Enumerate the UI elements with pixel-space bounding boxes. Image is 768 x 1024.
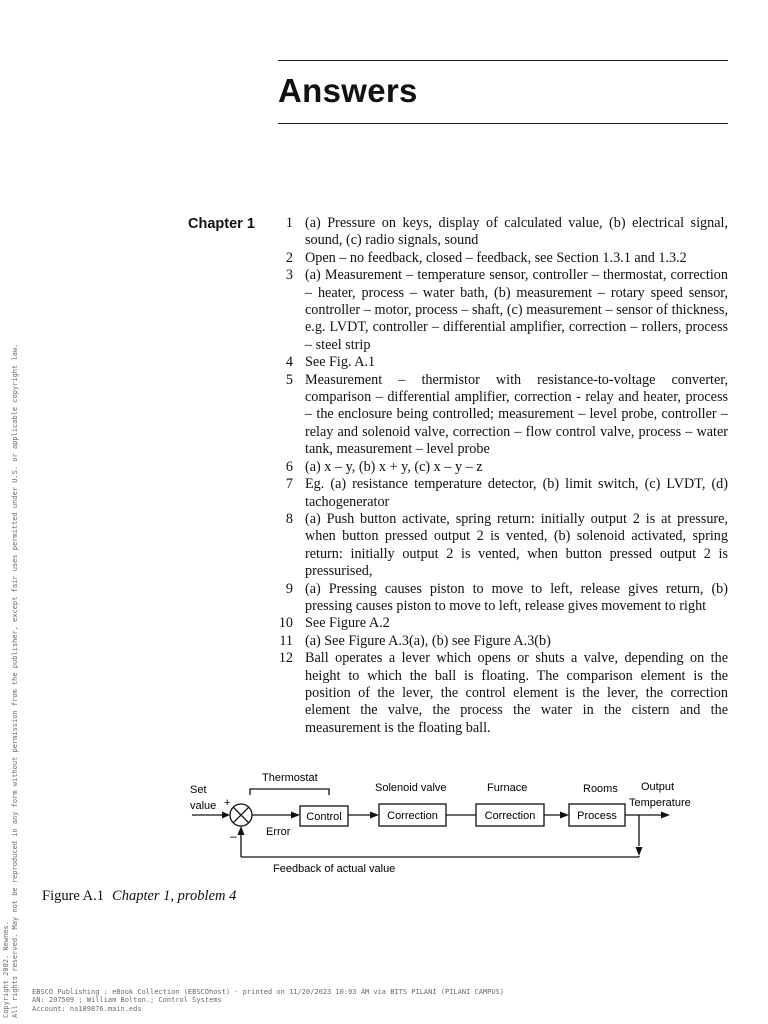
footer-line: EBSCO Publishing : eBook Collection (EBSCOhost) - printed on 11/20/2023 10:03 AM via BITS PILANI (PILANI CAMPUS) xyxy=(32,988,505,996)
answer-item xyxy=(276,476,728,511)
copyright-line: Copyright 2002. Newnes. xyxy=(2,921,10,1018)
minus-sign: – xyxy=(230,829,237,843)
answer-item xyxy=(276,354,728,371)
answer-text: Open – no feedback, closed – feedback, see Section 1.3.1 and 1.3.2 xyxy=(305,249,687,266)
output-label: Output xyxy=(641,781,675,793)
top-rule xyxy=(278,60,728,61)
answer-text: (a) Push button activate, spring return: initially output 2 is at pressure, when button pressed output 2 is vented, (b) solenoid activated, spring return: initially output 2 is vented, when button pressed output 2 is pressurised, xyxy=(305,510,728,580)
title-underline xyxy=(278,123,728,124)
ebsco-footer xyxy=(32,988,504,1013)
answer-number: 9 xyxy=(285,580,293,597)
answer-number: 2 xyxy=(285,249,293,266)
answer-number: 5 xyxy=(285,371,293,388)
answer-text: (a) See Figure A.3(a), (b) see Figure A.3(b) xyxy=(305,632,551,649)
answer-item xyxy=(276,372,728,459)
chapter-heading: Chapter 1 xyxy=(188,216,255,232)
answer-item xyxy=(276,650,728,737)
footer-line: Account: ns189876.main.eds xyxy=(32,1004,142,1013)
block-diagram xyxy=(186,768,706,880)
copyright-sidebar xyxy=(2,344,20,1018)
solenoid-valve-label: Solenoid valve xyxy=(375,782,447,794)
set-value-label: value xyxy=(190,800,217,812)
process-block-label: Process xyxy=(577,810,617,822)
set-value-label: Set xyxy=(190,784,207,796)
answer-text: (a) Pressure on keys, display of calculated value, (b) electrical signal, sound, (c) radio signals, sound xyxy=(305,215,728,249)
answer-item xyxy=(276,250,728,267)
temperature-label: Temperature xyxy=(629,797,691,809)
answer-text: (a) Measurement – temperature sensor, controller – thermostat, correction – heater, process – water bath, (b) measurement – rotary speed sensor, controller – motor, process – shaft, (c) measurement – sensor of thickness, e.g. LVDT, controller – differential amplifier, correction – rollers, process – steel strip xyxy=(305,267,728,353)
answer-text: Measurement – thermistor with resistance-to-voltage converter, comparison – differential amplifier, correction - relay and heater, process – the enclosure being controlled; measurement – level probe, controller – relay and solenoid valve, correction – flow control valve, process – water tank, measurement – level probe xyxy=(305,371,728,458)
plus-sign: + xyxy=(224,797,231,809)
answer-item xyxy=(276,615,728,632)
correction-block-1-label: Correction xyxy=(387,810,438,822)
answer-text: Ball operates a lever which opens or shuts a valve, depending on the height to which the ball is floating. The comparison element is the position of the lever, the control element is the lever, the correction element the valve, the process the water in the cistern and the measurement is the floating ball. xyxy=(305,650,728,736)
answer-text: (a) Pressing causes piston to move to left, release gives return, (b) pressing causes piston to move to left, release gives movement to right xyxy=(305,580,728,614)
answer-number: 8 xyxy=(285,510,293,527)
copyright-line: All rights reserved. May not be reproduced in any form without permission from the publisher, except fair uses permitted under U.S. or applicable copyright law. xyxy=(11,343,19,1018)
furnace-label: Furnace xyxy=(487,782,528,794)
caption-text: Chapter 1, problem 4 xyxy=(112,888,237,904)
answer-number: 3 xyxy=(285,267,293,284)
correction-block-2-label: Correction xyxy=(484,810,536,822)
answer-number: 10 xyxy=(278,615,293,632)
answer-list xyxy=(276,215,728,737)
answer-text: See Fig. A.1 xyxy=(305,354,376,371)
answer-text: Eg. (a) resistance temperature detector, (b) limit switch, (c) LVDT, (d) tachogenerator xyxy=(305,476,728,510)
error-label: Error xyxy=(266,826,291,838)
footer-line: AN: 207509 ; William Bolton.; Control Systems xyxy=(32,996,222,1005)
answer-item xyxy=(276,511,728,581)
answer-item xyxy=(276,581,728,616)
figure-caption xyxy=(42,888,236,905)
rooms-label: Rooms xyxy=(583,783,618,795)
answer-text: See Figure A.2 xyxy=(305,615,390,632)
answer-text: (a) x – y, (b) x + y, (c) x – y – z xyxy=(305,458,483,475)
answer-item xyxy=(276,267,728,354)
answer-number: 4 xyxy=(285,354,293,371)
control-block-label: Control xyxy=(306,811,342,823)
answer-item xyxy=(276,215,728,250)
answer-number: 7 xyxy=(285,476,293,493)
answer-number: 1 xyxy=(285,215,293,231)
page-title: Answers xyxy=(278,72,418,109)
thermostat-label: Thermostat xyxy=(262,772,318,784)
feedback-label: Feedback of actual value xyxy=(273,863,396,875)
answer-number: 11 xyxy=(279,632,293,649)
answer-item xyxy=(276,459,728,476)
answer-number: 12 xyxy=(278,650,293,667)
answer-item xyxy=(276,633,728,650)
caption-label: Figure A.1 xyxy=(42,888,105,904)
answer-number: 6 xyxy=(285,458,293,475)
